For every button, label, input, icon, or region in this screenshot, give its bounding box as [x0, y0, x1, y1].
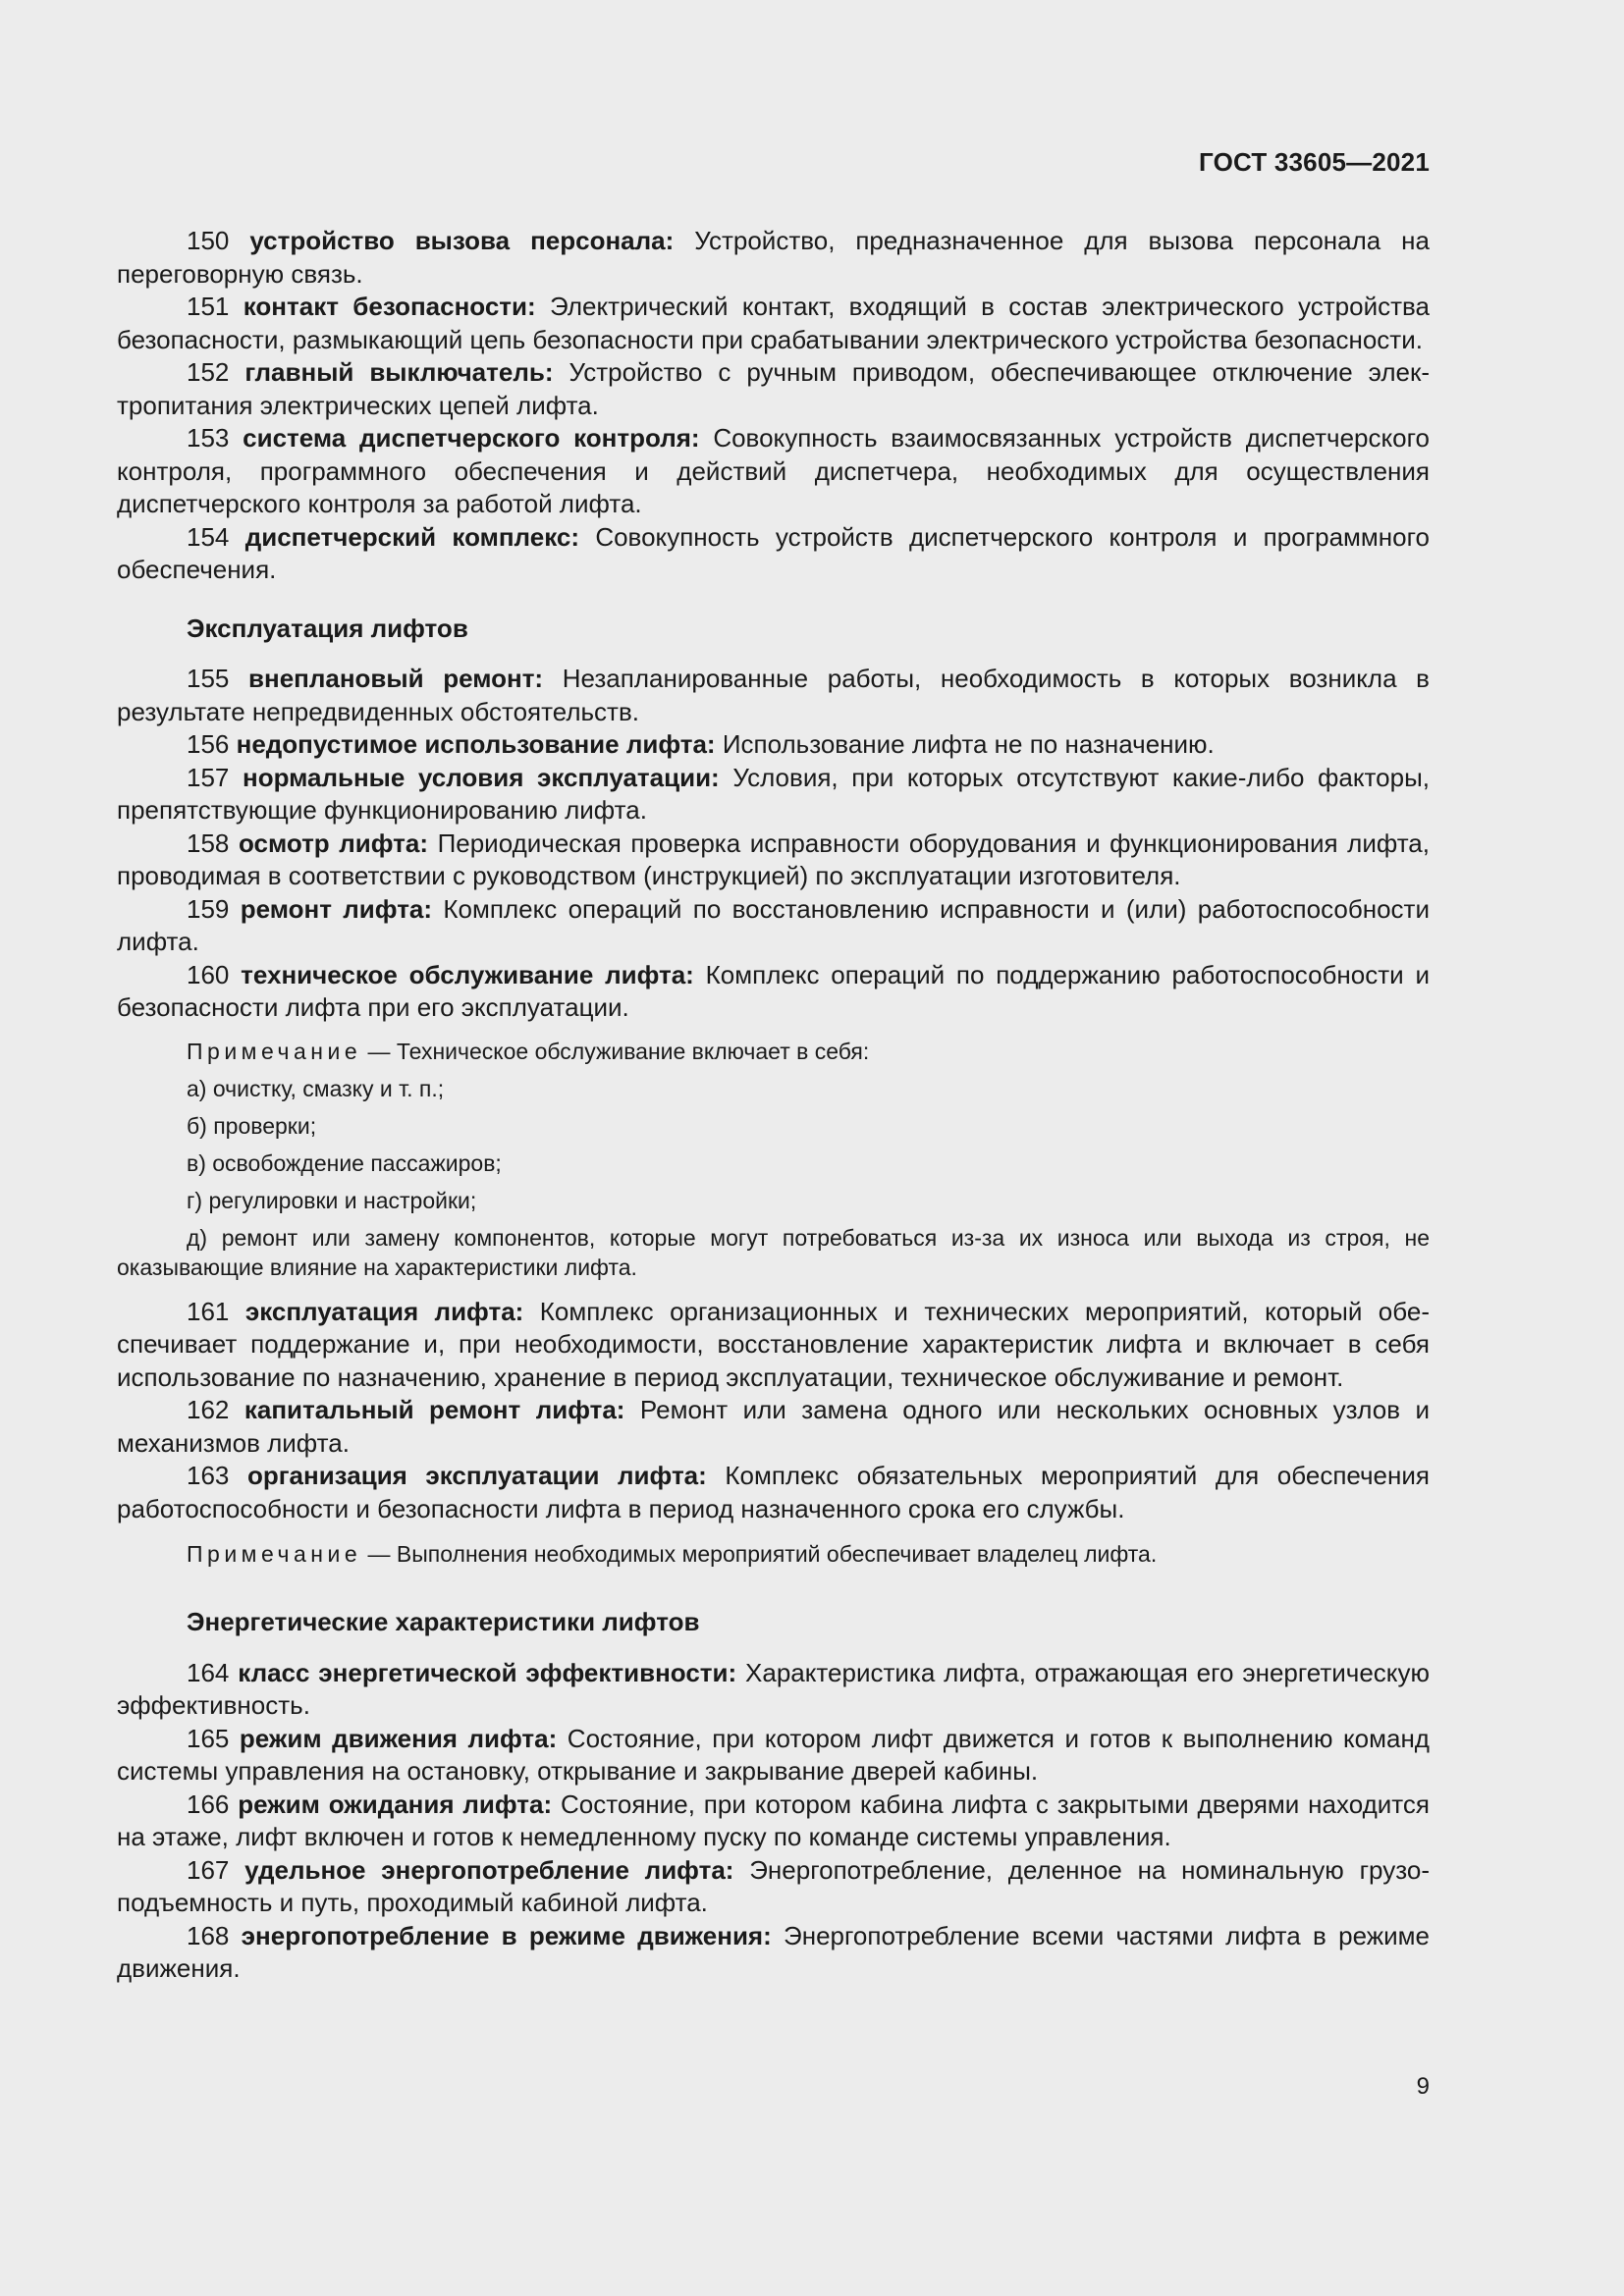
entry-number: 153 [187, 423, 230, 453]
entries-group-a [117, 225, 1430, 587]
entry-definition: Состояние, при котором кабина лифта с закрытыми дверями находится на этаже, лифт включен и готов к немедленному пуску по команде системы управления. [117, 1789, 1430, 1851]
term-entry [117, 1920, 1430, 1986]
term-entry [117, 1789, 1430, 1854]
entry-definition: Состояние, при котором лифт движется и готов к выполнению команд системы управления на остановку, открывание и закрывание дверей кабины. [117, 1723, 1430, 1786]
entry-number: 152 [187, 357, 230, 387]
term-entry [117, 1657, 1430, 1723]
entries-group-b [117, 663, 1430, 1025]
entry-term: осмотр лифта: [238, 828, 429, 858]
entries-group-c [117, 1296, 1430, 1526]
entry-number: 163 [187, 1461, 230, 1490]
term-entry [117, 1296, 1430, 1395]
term-entry [117, 893, 1430, 959]
entry-term: эксплуатация лифта: [244, 1296, 524, 1326]
entry-number: 162 [187, 1395, 230, 1424]
note-list-item: в) освобождение пассажиров; [187, 1149, 502, 1176]
entry-number: 160 [187, 959, 230, 989]
entry-definition: Ремонт или замена одного или нескольких основных узлов и механизмов лифта. [117, 1395, 1430, 1458]
term-entry [117, 356, 1430, 422]
note-text: — Выполнения необходимых мероприятий обеспечивает владелец лифта. [367, 1541, 1158, 1567]
entry-definition: Устройство, предназначенное для вызова персонала на переговорную связь. [117, 226, 1430, 289]
entry-definition: Комплекс операций по восстановлению исправности и (или) работоспособности лифта. [117, 893, 1430, 956]
term-entry [117, 225, 1430, 291]
entry-term: энергопотребление в режиме движения: [241, 1920, 772, 1950]
term-entry [117, 291, 1430, 356]
entry-number: 151 [187, 292, 230, 321]
entry-definition: Комплекс операций по поддержанию работоспособности и безопасности лифта при его эксплуатации. [117, 959, 1430, 1022]
entry-definition: Характеристика лифта, отражающая его энергетическую эффективность. [117, 1657, 1430, 1720]
term-entry [117, 959, 1430, 1025]
entry-definition: Комплекс организационных и технических мероприятий, который обеспечивает поддержание и, при необходимости, восстановление характеристик лифта и включает в себя использование по назначению, хранение в период эксплуатации, техническое обслуживание и ремонт. [117, 1296, 1431, 1392]
entry-number: 166 [187, 1789, 230, 1819]
entry-definition: Электрический контакт, входящий в состав электрического устройства безопасности, размыкающий цепь безопасности при срабатывании электрического устройства безопасности. [117, 292, 1430, 354]
entry-number: 158 [187, 828, 230, 858]
section-heading-energy: Энергетические характеристики лифтов [187, 1607, 700, 1636]
entry-definition: Устройство с ручным приводом, обеспечивающее отключение электропитания электрических цепей лифта. [117, 357, 1430, 420]
note-list-item: г) регулировки и настройки; [187, 1187, 477, 1213]
note-text: — Техническое обслуживание включает в себя: [367, 1038, 870, 1064]
document-body [117, 225, 1430, 1986]
entry-term: режим движения лифта: [239, 1723, 558, 1753]
entry-term: внеплановый ремонт: [248, 664, 544, 693]
entry-term: система диспетчерского контроля: [243, 423, 700, 453]
entry-definition: Периодическая проверка исправности оборудования и функционирования лифта, проводимая в соответствии с руководством (инструкцией) по эксплуатации изготовителя. [117, 828, 1430, 890]
term-entry [117, 728, 1430, 762]
entry-definition: Совокупность взаимосвязанных устройств диспетчерского контроля, программного обеспечения и действий диспетчера, необходимых для осуществления диспетчерского контроля за работой лифта. [117, 423, 1430, 518]
term-entry [117, 828, 1430, 893]
section-heading-operation: Эксплуатация лифтов [187, 613, 468, 643]
document-header: ГОСТ 33605—2021 [1199, 147, 1430, 177]
entry-number: 157 [187, 762, 230, 792]
entry-definition: Использование лифта не по назначению. [722, 729, 1215, 759]
note-list-item: д) ремонт или замену компонентов, которые могут потребоваться из-за их износа или выхода из строя, не оказывающие влияние на характеристики лифта. [117, 1224, 1430, 1280]
term-entry [117, 521, 1430, 587]
note-intro [117, 1539, 1430, 1569]
term-entry [117, 1854, 1430, 1920]
entry-number: 154 [187, 521, 230, 552]
note-label: Примечание [187, 1038, 362, 1064]
entry-definition: Энергопотребление, деленное на номинальную грузоподъемность и путь, проходимый кабиной лифта. [117, 1854, 1430, 1917]
entry-definition: Энергопотребление всеми частями лифта в режиме движения. [117, 1920, 1430, 1983]
entry-definition: Условия, при которых отсутствуют какие-либо факторы, препятствующие функционированию лифта. [117, 762, 1430, 825]
note-owner [117, 1539, 1430, 1569]
entry-term: главный выключатель: [244, 357, 554, 387]
entry-number: 159 [187, 893, 230, 924]
entry-definition: Совокупность устройств диспетчерского контроля и программного обеспечения. [117, 521, 1430, 584]
entry-term: ремонт лифта: [240, 893, 433, 924]
entry-definition: Незапланированные работы, необходимость в которых возникла в результате непредвиденных обстоятельств. [117, 664, 1430, 726]
page-number: 9 [1416, 2073, 1430, 2100]
note-maintenance [117, 1037, 1430, 1282]
entry-number: 167 [187, 1854, 230, 1885]
entries-group-d [117, 1657, 1430, 1986]
entry-number: 165 [187, 1723, 230, 1753]
note-intro [117, 1037, 1430, 1066]
term-entry [117, 1723, 1430, 1789]
entry-term: организация эксплуатации лифта: [246, 1461, 707, 1490]
note-list-item: б) проверки; [187, 1112, 317, 1139]
term-entry [117, 1460, 1430, 1525]
term-entry [117, 422, 1430, 521]
note-label: Примечание [187, 1541, 362, 1567]
entry-term: диспетчерский комплекс: [244, 521, 579, 552]
entry-number: 164 [187, 1657, 230, 1687]
entry-number: 156 [187, 729, 230, 759]
entry-term: контакт безопасности: [243, 292, 536, 321]
term-entry [117, 663, 1430, 728]
entry-definition: Комплекс обязательных мероприятий для обеспечения работоспособности и безопасности лифта в период назначенного срока его службы. [117, 1461, 1430, 1523]
entry-term: нормальные условия эксплуатации: [242, 762, 720, 792]
entry-number: 150 [187, 226, 230, 255]
note-list-item: а) очистку, смазку и т. п.; [187, 1075, 445, 1101]
entry-number: 161 [187, 1296, 230, 1326]
entry-term: класс энергетической эффективности: [238, 1657, 737, 1687]
term-entry [117, 1394, 1430, 1460]
entry-number: 155 [187, 664, 230, 693]
entry-term: устройство вызова персонала: [249, 226, 675, 255]
entry-term: режим ожидания лифта: [238, 1789, 553, 1819]
entry-term: удельное энергопотребление лифта: [244, 1854, 734, 1885]
entry-term: недопустимое использование лифта: [236, 729, 716, 759]
entry-number: 168 [187, 1920, 230, 1950]
entry-term: капитальный ремонт лифта: [244, 1395, 625, 1424]
entry-term: техническое обслуживание лифта: [241, 959, 694, 989]
term-entry [117, 762, 1430, 828]
